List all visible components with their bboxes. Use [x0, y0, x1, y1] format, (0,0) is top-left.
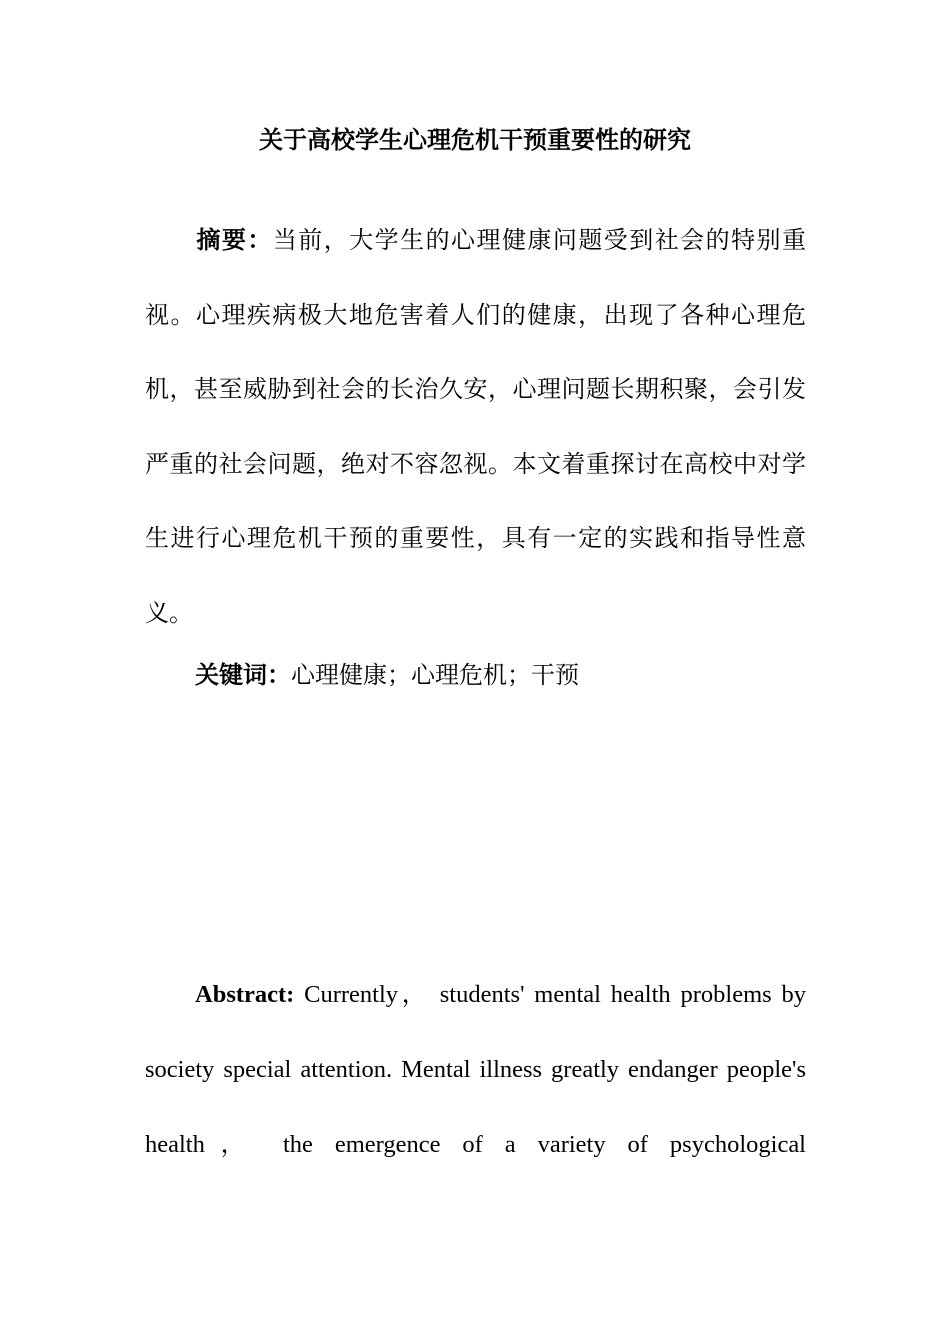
english-abstract [145, 957, 806, 1182]
chinese-abstract-label: 摘要： [195, 225, 273, 254]
english-abstract-text: Currently， students' mental health problems by society special attention. Mental illness greatly endanger people's health， the emergence of a variety of psychological [145, 981, 806, 1158]
chinese-keywords-label: 关键词： [195, 660, 291, 689]
document-title: 关于高校学生心理危机干预重要性的研究 [259, 125, 691, 154]
chinese-abstract-text: 当前，大学生的心理健康问题受到社会的特别重视。心理疾病极大地危害着人们的健康，出现了各种心理危机，甚至威胁到社会的长治久安，心理问题长期积聚，会引发严重的社会问题，绝对不容忽视。本文着重探讨在高校中对学生进行心理危机干预的重要性，具有一定的实践和指导性意义。 [145, 226, 807, 627]
chinese-keywords-text: 心理健康；心理危机；干预 [291, 661, 579, 689]
chinese-abstract [145, 203, 806, 651]
chinese-keywords [145, 655, 806, 695]
english-abstract-label: Abstract: [195, 981, 295, 1008]
